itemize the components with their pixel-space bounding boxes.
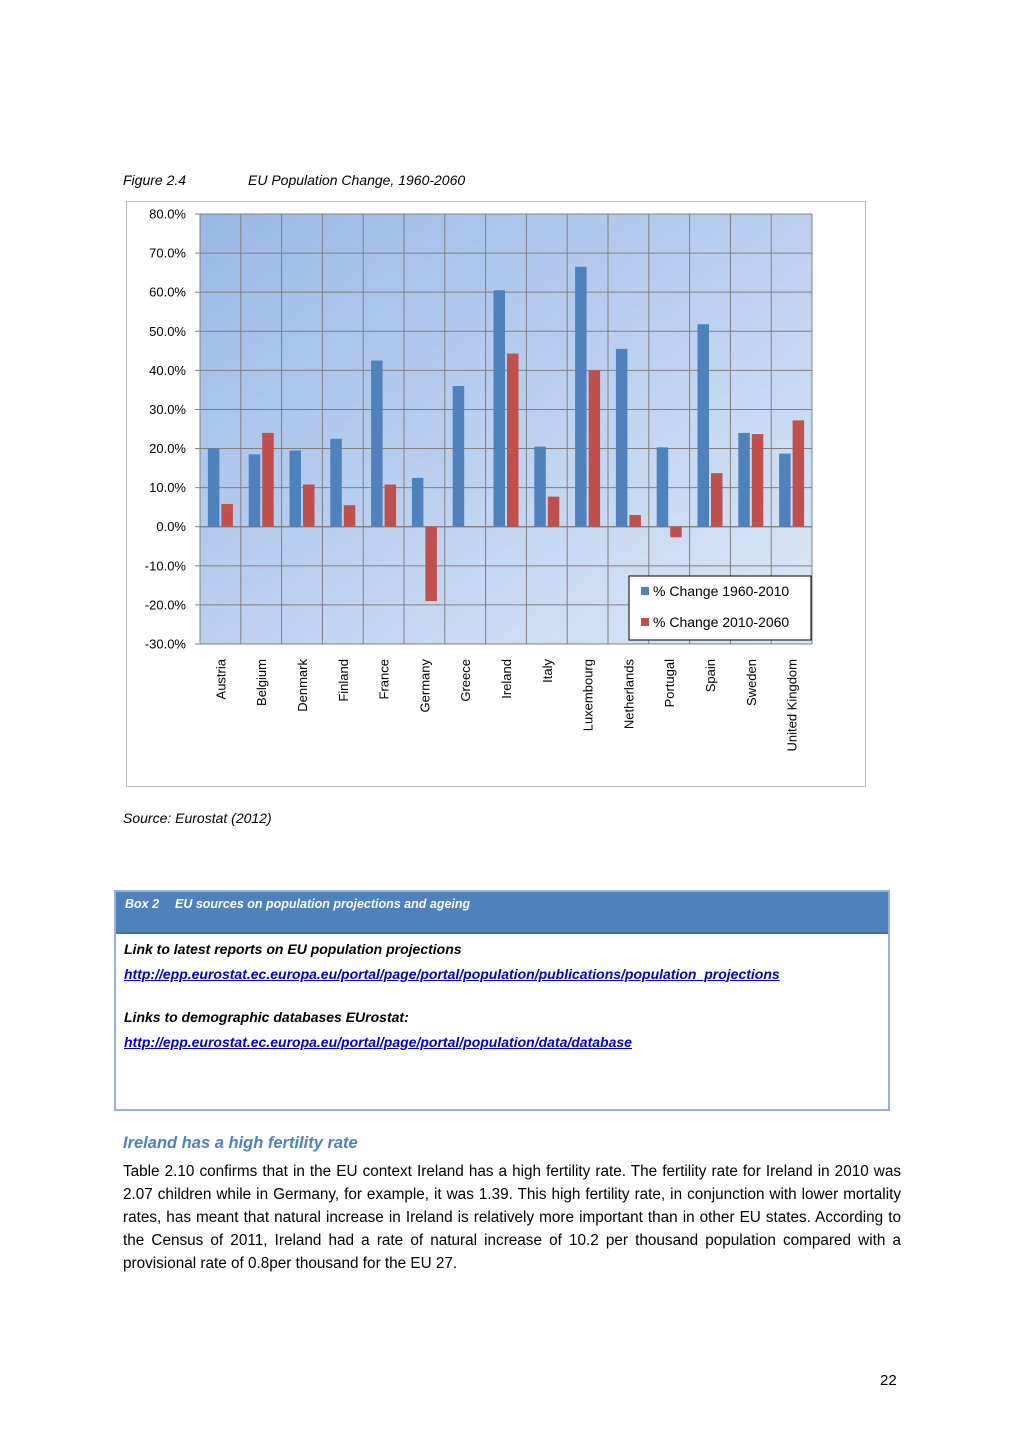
bar-1960-2010	[330, 439, 342, 527]
legend-swatch	[641, 587, 649, 595]
category-label: Greece	[458, 659, 474, 702]
link1-heading: Link to latest reports on EU population projections	[124, 941, 462, 957]
y-tick-label: 30.0%	[149, 401, 186, 417]
category-label: Ireland	[499, 659, 514, 699]
bar-1960-2010	[616, 349, 628, 527]
y-tick-label: -30.0%	[144, 636, 186, 652]
category-label: Netherlands	[621, 659, 637, 730]
category-label: Spain	[703, 659, 718, 693]
bar-1960-2010	[657, 447, 669, 526]
bar-2010-2060	[629, 515, 641, 527]
bar-chart	[127, 202, 867, 788]
bar-1960-2010	[698, 324, 710, 526]
bar-2010-2060	[711, 473, 723, 527]
category-label: Belgium	[254, 659, 270, 706]
bar-1960-2010	[494, 290, 506, 527]
bar-2010-2060	[548, 497, 560, 527]
bar-2010-2060	[303, 485, 315, 527]
y-tick-label: 70.0%	[149, 245, 186, 261]
category-label: Sweden	[743, 659, 759, 706]
body-paragraph: Table 2.10 confirms that in the EU context Ireland has a high fertility rate. The fertility rate for Ireland in 2010 was 2.07 children while in Germany, for example, it was 1.39. This high fertility rate, in conjunction with lower mortality rates, has meant that natural increase in Ireland is relatively more important than in other EU states. According to the Census of 2011, Ireland had a rate of natural increase of 10.2 per thousand population compared with a provisional rate of 0.8per thousand for the EU 27.	[123, 1163, 901, 1273]
y-tick-label: 60.0%	[149, 284, 186, 300]
bar-1960-2010	[453, 386, 465, 527]
y-tick-label: 80.0%	[149, 206, 186, 222]
chart-container	[126, 201, 866, 787]
y-tick-label: 20.0%	[149, 441, 186, 457]
category-label: Germany	[417, 659, 433, 713]
category-label: United Kingdom	[784, 659, 800, 752]
bar-2010-2060	[589, 370, 601, 526]
link2-heading: Links to demographic databases EUrostat:	[124, 1009, 409, 1025]
legend-label: % Change 2010-2060	[653, 614, 790, 630]
database-link[interactable]: http://epp.eurostat.ec.europa.eu/portal/page/portal/population/data/database	[124, 1033, 632, 1050]
bar-1960-2010	[534, 447, 546, 527]
page-number: 22	[880, 1372, 897, 1389]
category-label: Austria	[213, 659, 229, 700]
y-tick-label: 50.0%	[149, 323, 186, 339]
bar-1960-2010	[779, 454, 791, 527]
bar-1960-2010	[371, 361, 383, 527]
legend-swatch	[641, 618, 649, 626]
section-heading: Ireland has a high fertility rate	[123, 1134, 358, 1152]
bar-2010-2060	[221, 504, 233, 527]
projections-link[interactable]: http://epp.eurostat.ec.europa.eu/portal/page/portal/population/publications/population_projections	[124, 965, 780, 982]
box-header	[116, 892, 888, 934]
category-label: Italy	[539, 659, 555, 683]
bar-1960-2010	[208, 449, 220, 527]
figure-title: EU Population Change, 1960-2060	[248, 172, 466, 188]
category-label: Portugal	[662, 659, 678, 708]
legend-label: % Change 1960-2010	[653, 583, 790, 599]
y-tick-label: -20.0%	[144, 597, 186, 613]
bar-1960-2010	[249, 454, 261, 526]
category-label: Finland	[335, 659, 351, 702]
box-body	[116, 934, 888, 1054]
bar-1960-2010	[412, 478, 424, 527]
bar-2010-2060	[752, 434, 764, 527]
bar-1960-2010	[738, 433, 750, 527]
bar-2010-2060	[793, 420, 805, 526]
category-label: Denmark	[295, 659, 310, 712]
y-tick-label: 0.0%	[156, 519, 186, 535]
bar-2010-2060	[670, 527, 682, 538]
bar-1960-2010	[290, 451, 302, 527]
category-label: France	[376, 659, 392, 700]
box-title: EU sources on population projections and ageing	[175, 897, 471, 911]
y-tick-label: 40.0%	[149, 362, 186, 378]
info-box	[114, 890, 890, 1111]
source-note: Source: Eurostat (2012)	[123, 810, 272, 826]
box-label: Box 2	[125, 897, 160, 911]
bar-2010-2060	[425, 527, 437, 601]
bar-2010-2060	[262, 433, 274, 527]
category-label: Luxembourg	[580, 659, 596, 732]
bar-2010-2060	[344, 505, 356, 527]
y-tick-label: 10.0%	[149, 480, 186, 496]
bar-2010-2060	[385, 485, 397, 527]
bar-1960-2010	[575, 267, 587, 527]
figure-number: Figure 2.4	[123, 172, 187, 188]
bar-2010-2060	[507, 354, 519, 527]
y-tick-label: -10.0%	[144, 558, 186, 574]
